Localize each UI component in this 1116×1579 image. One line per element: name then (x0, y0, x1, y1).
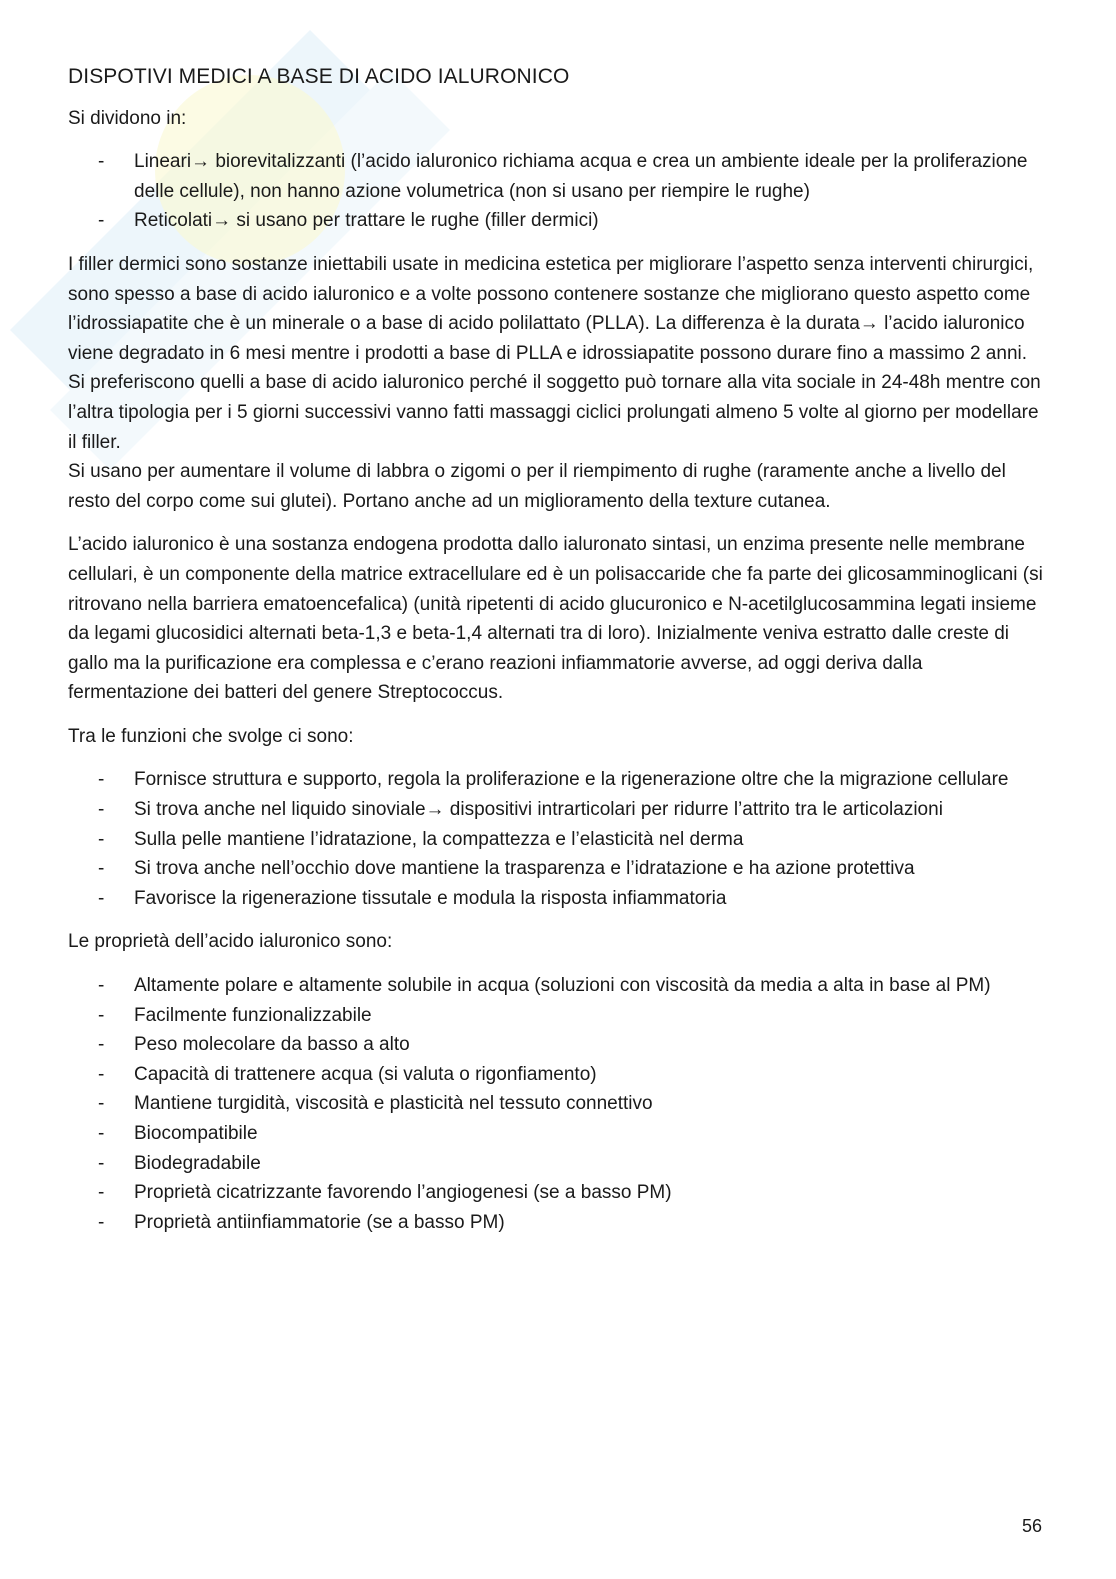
list-item: - Biocompatibile (68, 1119, 1048, 1149)
page-number: 56 (1021, 1516, 1042, 1536)
list-item: - Facilmente funzionalizzabile (68, 1001, 1048, 1031)
list-item: - Biodegradabile (68, 1149, 1048, 1179)
list-item: - Sulla pelle mantiene l’idratazione, la compattezza e l’elasticità nel derma (68, 825, 1048, 855)
document-page (68, 62, 1048, 1251)
list-item: - Reticolati→ si usano per trattare le rughe (filler dermici) (68, 206, 1048, 236)
list-item: - Altamente polare e altamente solubile in acqua (soluzioni con viscosità da media a alta in base al PM) (68, 971, 1048, 1001)
list-item: - Proprietà cicatrizzante favorendo l’angiogenesi (se a basso PM) (68, 1178, 1048, 1208)
list-item: - Si trova anche nel liquido sinoviale→ dispositivi intrarticolari per ridurre l’attrito tra le articolazioni (68, 795, 1048, 825)
list-item: - Peso molecolare da basso a alto (68, 1030, 1048, 1060)
properties-intro: Le proprietà dell’acido ialuronico sono: (68, 931, 393, 953)
list-item: - Proprietà antiinfiammatorie (se a basso PM) (68, 1208, 1048, 1238)
list-item: - Capacità di trattenere acqua (si valuta o rigonfiamento) (68, 1060, 1048, 1090)
list-item: - Mantiene turgidità, viscosità e plasticità nel tessuto connettivo (68, 1089, 1048, 1119)
list-item: - Lineari→ biorevitalizzanti (l’acido ialuronico richiama acqua e crea un ambiente ideale per la proliferazione delle cellule), non hanno azione volumetrica (non si usano per riempire le rughe) (68, 147, 1048, 206)
filler-paragraph-usage: Si usano per aumentare il volume di labbra o zigomi o per il riempimento di rughe (raramente anche a livello del resto del corpo come sui glutei). Portano anche ad un miglioramento della texture cutanea. (68, 461, 1006, 512)
functions-list (68, 765, 1048, 913)
intro-text: Si dividono in: (68, 107, 187, 129)
types-list (68, 147, 1048, 236)
list-item: - Fornisce struttura e supporto, regola la proliferazione e la rigenerazione oltre che la migrazione cellulare (68, 765, 1048, 795)
functions-intro: Tra le funzioni che svolge ci sono: (68, 725, 354, 747)
list-item: - Favorisce la rigenerazione tissutale e modula la risposta infiammatoria (68, 884, 1048, 914)
list-item: - Si trova anche nell’occhio dove mantiene la trasparenza e l’idratazione e ha azione protettiva (68, 854, 1048, 884)
page-title: DISPOTIVI MEDICI A BASE DI ACIDO IALURONICO (68, 65, 570, 88)
properties-list (68, 971, 1048, 1237)
filler-paragraph: I filler dermici sono sostanze iniettabili usate in medicina estetica per migliorare l’aspetto senza interventi chirurgici, sono spesso a base di acido ialuronico e a volte possono contenere sostanze che migliorano questo aspetto come l’idrossiapatite che è un minerale o a base di acido polilattato (PLLA). La differenza è la durata→ l’acido ialuronico viene degradato in 6 mesi mentre i prodotti a base di PLLA e idrossiapatite possono durare fino a massimo 2 anni. Si preferiscono quelli a base di acido ialuronico perché il soggetto può tornare alla vita sociale in 24-48h mentre con l’altra tipologia per i 5 giorni successivi vanno fatti massaggi ciclici prolungati almeno 5 volte al giorno per modellare il filler. (68, 253, 1041, 453)
hyaluronic-acid-paragraph: L’acido ialuronico è una sostanza endogena prodotta dallo ialuronato sintasi, un enzima presente nelle membrane cellulari, è un componente della matrice extracellulare ed è un polisaccaride che fa parte dei glicosamminoglicani (si ritrovano nella barriera ematoencefalica) (unità ripetenti di acido glucuronico e N-acetilglucosammina legati insieme da legami glucosidici alternati beta-1,3 e beta-1,4 alternati tra di loro). Inizialmente veniva estratto dalle creste di gallo ma la purificazione era complessa e c’erano reazioni infiammatorie avverse, ad oggi deriva dalla fermentazione dei batteri del genere Streptococcus. (68, 534, 1043, 704)
